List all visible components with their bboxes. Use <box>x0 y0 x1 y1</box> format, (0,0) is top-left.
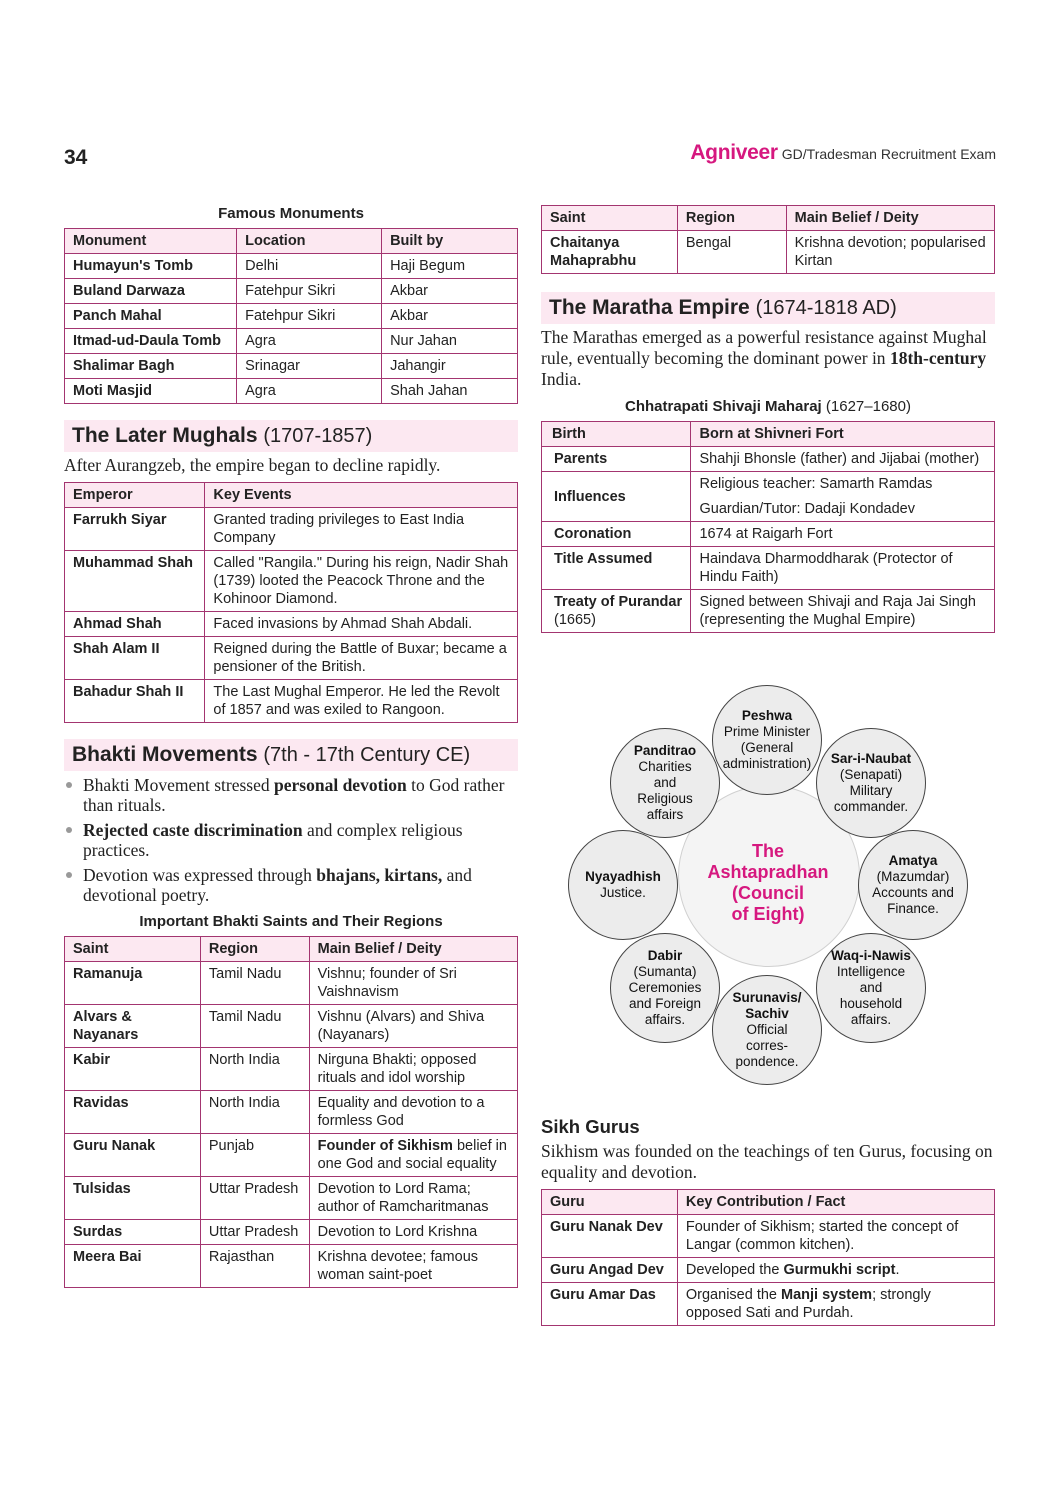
table-cell: Farrukh Siyar <box>65 508 205 551</box>
heading-years: (1674-1818 AD) <box>755 297 897 319</box>
table-cell: Shah Jahan <box>382 379 518 404</box>
table-row <box>65 962 518 1005</box>
table-cell: Organised the Manji system; strongly opposed Sati and Purdah. <box>677 1283 994 1326</box>
table-cell: Vishnu (Alvars) and Shiva (Nayanars) <box>309 1005 517 1048</box>
table-row <box>542 590 995 633</box>
heading-title: Bhakti Movements <box>72 743 258 766</box>
col-header: Key Contribution / Fact <box>677 1190 994 1215</box>
heading-title: The Later Mughals <box>72 424 258 447</box>
table-row <box>65 1134 518 1177</box>
table-cell: Shah Alam II <box>65 637 205 680</box>
table-row <box>65 304 518 329</box>
table-cell: Nirguna Bhakti; opposed rituals and idol worship <box>309 1048 517 1091</box>
table-cell: Guru Nanak <box>65 1134 201 1177</box>
table-cell: Meera Bai <box>65 1245 201 1288</box>
bhakti-saints-continued-table <box>541 205 995 274</box>
minister-surunavis-sachiv: Surunavis/ Sachiv Official corres- pondence. <box>712 975 822 1085</box>
later-mughals-heading <box>64 420 518 452</box>
table-row <box>542 1215 995 1258</box>
table-cell: Granted trading privileges to East India Company <box>205 508 518 551</box>
table-row <box>542 1258 995 1283</box>
table-row <box>65 612 518 637</box>
col-header: Guru <box>542 1190 678 1215</box>
table-cell: Nur Jahan <box>382 329 518 354</box>
ashtapradhan-diagram <box>566 683 976 1083</box>
maratha-heading <box>541 292 995 324</box>
shivaji-table <box>541 421 995 633</box>
page-header-brand <box>690 141 996 165</box>
col-header: Emperor <box>65 483 205 508</box>
row-value: Haindava Dharmoddharak (Protector of Hindu Faith) <box>691 547 995 590</box>
minister-panditrao: Panditrao Charities and Religious affairs <box>610 728 720 838</box>
col-header: Location <box>237 229 382 254</box>
col-header: Monument <box>65 229 237 254</box>
table-row <box>65 1005 518 1048</box>
row-key: Birth <box>542 422 691 447</box>
table-cell: Alvars & Nayanars <box>65 1005 201 1048</box>
row-value: Signed between Shivaji and Raja Jai Singh (representing the Mughal Empire) <box>691 590 995 633</box>
col-header: Main Belief / Deity <box>786 206 994 231</box>
sikh-gurus-section <box>541 1108 995 1326</box>
list-item: Bhakti Movement stressed personal devotion to God rather than rituals. <box>83 775 518 815</box>
table-cell: Bengal <box>677 231 786 274</box>
table-cell: Akbar <box>382 279 518 304</box>
minister-peshwa: Peshwa Prime Minister (General administration) <box>712 685 822 795</box>
table-row <box>542 447 995 472</box>
table-cell: Agra <box>237 379 382 404</box>
table-cell: Agra <box>237 329 382 354</box>
table-cell: Ahmad Shah <box>65 612 205 637</box>
table-cell: Uttar Pradesh <box>200 1177 309 1220</box>
table-cell: North India <box>200 1091 309 1134</box>
table-row <box>65 1177 518 1220</box>
exam-title: GD/Tradesman Recruitment Exam <box>781 146 996 162</box>
row-value: 1674 at Raigarh Fort <box>691 522 995 547</box>
table-cell: Founder of Sikhism belief in one God and social equality <box>309 1134 517 1177</box>
minister-sar-i-naubat: Sar-i-Naubat (Senapati) Military commander. <box>816 728 926 838</box>
shivaji-caption: Chhatrapati Shivaji Maharaj (1627–1680) <box>625 398 911 415</box>
monuments-caption: Famous Monuments <box>218 205 364 222</box>
table-row <box>65 379 518 404</box>
table-cell: Equality and devotion to a formless God <box>309 1091 517 1134</box>
heading-title: The Maratha Empire <box>549 296 750 319</box>
page-number: 34 <box>64 146 88 169</box>
table-row <box>542 231 995 274</box>
bhakti-saints-table <box>64 936 518 1288</box>
row-value: Shahji Bhonsle (father) and Jijabai (mother) <box>691 447 995 472</box>
col-header: Key Events <box>205 483 518 508</box>
table-cell: Founder of Sikhism; started the concept of Langar (common kitchen). <box>677 1215 994 1258</box>
left-column <box>64 205 518 1288</box>
minister-waq-i-nawis: Waq-i-Nawis Intelligence and household affairs. <box>816 933 926 1043</box>
table-row <box>65 354 518 379</box>
row-value: Born at Shivneri Fort <box>691 422 995 447</box>
table-cell: Delhi <box>237 254 382 279</box>
table-cell: North India <box>200 1048 309 1091</box>
table-cell: Chaitanya Mahaprabhu <box>542 231 678 274</box>
row-key: Title Assumed <box>542 547 691 590</box>
table-cell: Tamil Nadu <box>200 962 309 1005</box>
table-row <box>65 1048 518 1091</box>
table-cell: Devotion to Lord Krishna <box>309 1220 517 1245</box>
table-cell: Kabir <box>65 1048 201 1091</box>
row-value: Religious teacher: Samarth Ramdas Guardian/Tutor: Dadaji Kondadev <box>691 472 995 522</box>
sikh-gurus-table <box>541 1189 995 1326</box>
council-center-title: The Ashtapradhan (Council of Eight) <box>707 841 829 924</box>
brand-name: Agniveer <box>690 141 778 164</box>
table-row <box>65 1220 518 1245</box>
maratha-intro: The Marathas emerged as a powerful resistance against Mughal rule, eventually becoming the dominant power in 18th-century India. <box>541 327 987 389</box>
table-cell: Haji Begum <box>382 254 518 279</box>
table-cell: Fatehpur Sikri <box>237 304 382 329</box>
minister-dabir: Dabir (Sumanta) Ceremonies and Foreign affairs. <box>610 933 720 1043</box>
table-row <box>65 551 518 612</box>
table-cell: Reigned during the Battle of Buxar; became a pensioner of the British. <box>205 637 518 680</box>
col-header: Main Belief / Deity <box>309 937 517 962</box>
table-cell: Surdas <box>65 1220 201 1245</box>
table-cell: Jahangir <box>382 354 518 379</box>
table-row <box>65 680 518 723</box>
heading-years: (1707-1857) <box>263 425 373 447</box>
table-cell: Uttar Pradesh <box>200 1220 309 1245</box>
row-key: Treaty of Purandar (1665) <box>542 590 691 633</box>
table-row <box>65 329 518 354</box>
table-cell: Tamil Nadu <box>200 1005 309 1048</box>
table-row <box>65 1245 518 1288</box>
table-cell: Guru Angad Dev <box>542 1258 678 1283</box>
table-cell: Punjab <box>200 1134 309 1177</box>
right-column <box>541 205 995 633</box>
minister-nyayadhish: Nyayadhish Justice. <box>568 830 678 940</box>
col-header: Saint <box>542 206 678 231</box>
table-cell: Developed the Gurmukhi script. <box>677 1258 994 1283</box>
table-cell: Ravidas <box>65 1091 201 1134</box>
table-cell: Humayun's Tomb <box>65 254 237 279</box>
table-row <box>65 637 518 680</box>
table-row <box>65 508 518 551</box>
bhakti-saints-caption: Important Bhakti Saints and Their Regions <box>139 913 443 930</box>
row-key: Coronation <box>542 522 691 547</box>
table-cell: Devotion to Lord Rama; author of Ramcharitmanas <box>309 1177 517 1220</box>
table-row <box>542 522 995 547</box>
col-header: Saint <box>65 937 201 962</box>
table-cell: Akbar <box>382 304 518 329</box>
sikh-gurus-intro: Sikhism was founded on the teachings of ten Gurus, focusing on equality and devotion. <box>541 1141 993 1182</box>
table-cell: Rajasthan <box>200 1245 309 1288</box>
table-cell: Muhammad Shah <box>65 551 205 612</box>
col-header: Region <box>677 206 786 231</box>
bhakti-bullets <box>64 775 518 905</box>
table-cell: Vishnu; founder of Sri Vaishnavism <box>309 962 517 1005</box>
later-mughals-table <box>64 482 518 723</box>
table-cell: Faced invasions by Ahmad Shah Abdali. <box>205 612 518 637</box>
row-key: Influences <box>542 472 691 522</box>
list-item: Rejected caste discrimination and complex religious practices. <box>83 820 518 860</box>
table-cell: Guru Amar Das <box>542 1283 678 1326</box>
bhakti-heading <box>64 739 518 771</box>
table-cell: Shalimar Bagh <box>65 354 237 379</box>
col-header: Built by <box>382 229 518 254</box>
heading-years: (7th - 17th Century CE) <box>263 744 471 766</box>
table-row <box>542 472 995 522</box>
table-cell: Guru Nanak Dev <box>542 1215 678 1258</box>
col-header: Region <box>200 937 309 962</box>
table-cell: Tulsidas <box>65 1177 201 1220</box>
table-cell: Krishna devotion; popularised Kirtan <box>786 231 994 274</box>
table-cell: Bahadur Shah II <box>65 680 205 723</box>
sikh-gurus-heading: Sikh Gurus <box>541 1116 640 1137</box>
table-cell: Moti Masjid <box>65 379 237 404</box>
minister-amatya: Amatya (Mazumdar) Accounts and Finance. <box>858 830 968 940</box>
table-cell: Srinagar <box>237 354 382 379</box>
table-row <box>542 1283 995 1326</box>
table-row <box>65 1091 518 1134</box>
table-row <box>65 254 518 279</box>
table-cell: Called "Rangila." During his reign, Nadir Shah (1739) looted the Peacock Throne and the Kohinoor Diamond. <box>205 551 518 612</box>
table-row <box>542 547 995 590</box>
monuments-table <box>64 228 518 404</box>
table-row <box>65 279 518 304</box>
table-cell: Buland Darwaza <box>65 279 237 304</box>
table-cell: Krishna devotee; famous woman saint-poet <box>309 1245 517 1288</box>
list-item: Devotion was expressed through bhajans, kirtans, and devotional poetry. <box>83 865 518 905</box>
table-cell: The Last Mughal Emperor. He led the Revolt of 1857 and was exiled to Rangoon. <box>205 680 518 723</box>
table-cell: Panch Mahal <box>65 304 237 329</box>
later-mughals-intro: After Aurangzeb, the empire began to decline rapidly. <box>64 455 441 475</box>
table-cell: Itmad-ud-Daula Tomb <box>65 329 237 354</box>
table-cell: Fatehpur Sikri <box>237 279 382 304</box>
row-key: Parents <box>542 447 691 472</box>
table-cell: Ramanuja <box>65 962 201 1005</box>
